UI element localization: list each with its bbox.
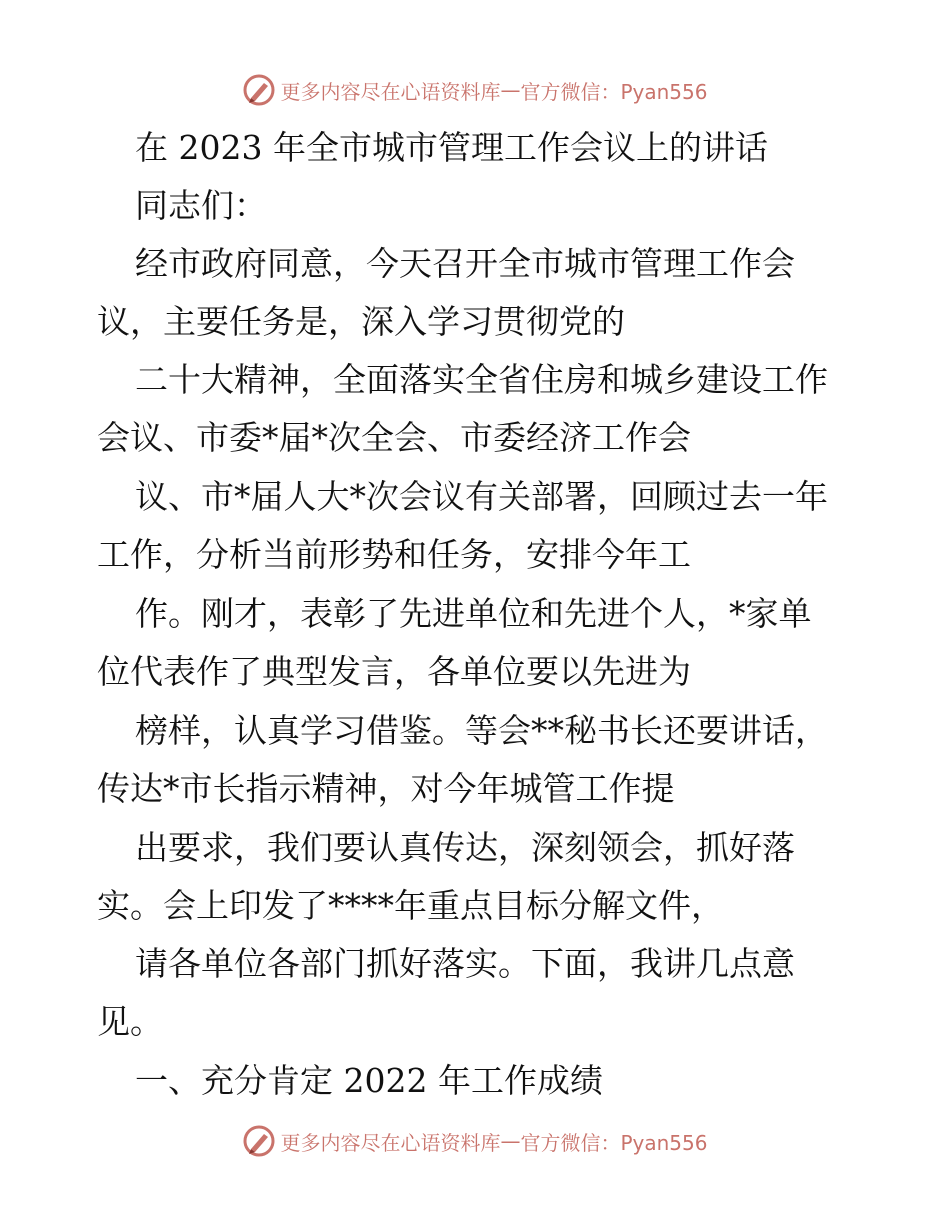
header-watermark bbox=[0, 70, 950, 110]
pen-circle-logo-icon bbox=[242, 73, 276, 107]
footer-watermark bbox=[0, 1121, 950, 1161]
body-line: 议，主要任务是，深入学习贯彻党的 bbox=[97, 302, 625, 341]
watermark-dash: — bbox=[500, 1129, 521, 1153]
body-line: 工作，分析当前形势和任务，安排今年工 bbox=[97, 535, 691, 574]
watermark-main-text: 更多内容尽在心语资料库 bbox=[280, 79, 501, 104]
body-line: 位代表作了典型发言，各单位要以先进为 bbox=[97, 652, 691, 691]
body-line: 议、市*届人大*次会议有关部署，回顾过去一年 bbox=[135, 477, 828, 516]
body-line: 请各单位各部门抓好落实。下面，我讲几点意 bbox=[135, 944, 795, 983]
watermark-main-text: 更多内容尽在心语资料库 bbox=[280, 1130, 501, 1155]
body-line: 见。 bbox=[97, 1002, 163, 1041]
body-line: 榜样，认真学习借鉴。等会**秘书长还要讲话， bbox=[135, 711, 828, 750]
body-line: 二十大精神，全面落实全省住房和城乡建设工作 bbox=[135, 360, 828, 399]
watermark-dash: — bbox=[500, 78, 521, 102]
body-line: 出要求，我们要认真传达，深刻领会，抓好落 bbox=[135, 828, 795, 867]
document-title: 在 2023 年全市城市管理工作会议上的讲话 bbox=[135, 128, 768, 167]
section-heading: 一、充分肯定 2022 年工作成绩 bbox=[135, 1061, 603, 1100]
body-line: 传达*市长指示精神，对今年城管工作提 bbox=[97, 769, 675, 808]
body-line: 经市政府同意，今天召开全市城市管理工作会 bbox=[135, 244, 795, 283]
body-line: 实。会上印发了****年重点目标分解文件， bbox=[97, 886, 724, 925]
body-line: 作。刚才，表彰了先进单位和先进个人，*家单 bbox=[135, 594, 812, 633]
watermark-account-text: 官方微信：Pyan556 bbox=[520, 79, 708, 104]
pen-circle-logo-icon bbox=[242, 1124, 276, 1158]
body-line: 会议、市委*届*次全会、市委经济工作会 bbox=[97, 418, 691, 457]
watermark-account-text: 官方微信：Pyan556 bbox=[520, 1130, 708, 1155]
salutation: 同志们： bbox=[135, 186, 267, 225]
